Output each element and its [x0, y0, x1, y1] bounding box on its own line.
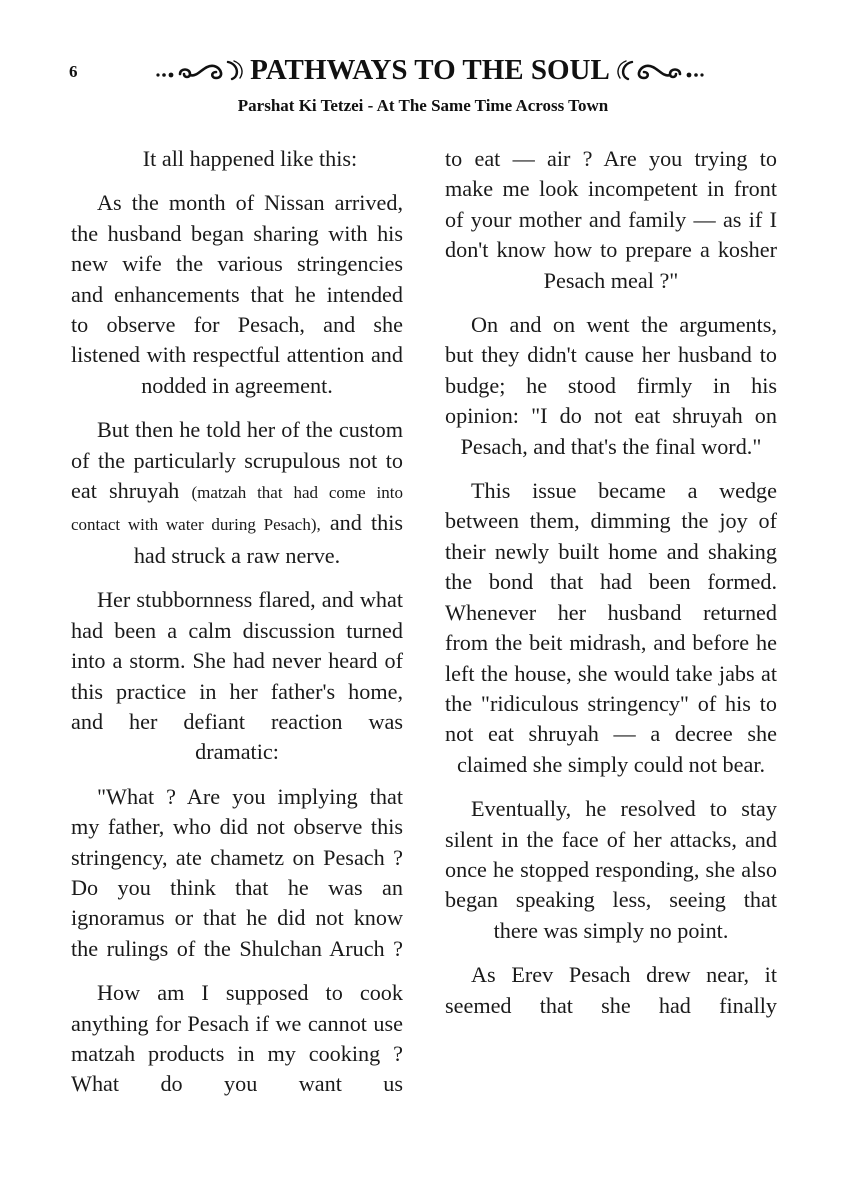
paragraph: "What ? Are you implying that my father, who did not observe this stringency, ate chametz on Pesach ? Do you think that he was an ignoramus or that he did not know the rulings of the Shulchan Aruch ? [71, 783, 403, 961]
paragraph: As the month of Nissan arrived, the husband began sharing with his new wife the various stringencies and enhancements that he intended to observe for Pesach, and she listened with respectful attention and nodded in agreement. [71, 190, 403, 398]
paragraph: On and on went the arguments, but they didn't cause her husband to budge; he stood firmly in his opinion: "I do not eat shruyah on Pesach, and that's the final word." [445, 312, 777, 459]
right-column [445, 144, 777, 1035]
paragraph-text: and this had struck a raw nerve. [133, 510, 404, 568]
paragraph: It all happened like this: [142, 146, 358, 171]
parenthetical-note: (matzah that had come into contact with water during Pesach), [71, 483, 403, 535]
paragraph: Her stubbornness flared, and what had been a calm discussion turned into a storm. She had never heard of this practice in her father's home, and her defiant reaction was dramatic: [71, 587, 403, 765]
article-subtitle: Parshat Ki Tetzei - At The Same Time Across Town [237, 96, 609, 115]
title-text: PATHWAYS TO THE SOUL [250, 53, 610, 86]
paragraph: How am I supposed to cook anything for Pesach if we cannot use matzah products in my cooking ? What do you want us [71, 980, 403, 1097]
ornament-flourish-left-icon [154, 58, 246, 82]
ornament-flourish-right-icon [614, 58, 706, 82]
paragraph: This issue became a wedge between them, dimming the joy of their newly built home and shaking the bond that had been formed. Whenever her husband returned from the beit midrash, and before he left the house, she would take jabs at the "ridiculous stringency" of his to not eat shruyah — a decree she claimed she simply could not bear. [445, 478, 777, 777]
paragraph: to eat — air ? Are you trying to make me look incompetent in front of your mother and family — as if I don't know how to prepare a kosher Pesach meal ?" [445, 146, 777, 293]
paragraph [71, 415, 403, 571]
publication-title [130, 50, 730, 90]
page-number: 6 [69, 62, 78, 81]
paragraph: As Erev Pesach drew near, it seemed that she had finally [445, 962, 777, 1018]
left-column [71, 144, 403, 1114]
paragraph: Eventually, he resolved to stay silent in the face of her attacks, and once he stopped responding, she also began speaking less, seeing that there was simply no point. [445, 796, 777, 943]
paragraph-text: But then he told her of the custom of the particularly scrupulous not to eat shruyah [71, 417, 403, 504]
